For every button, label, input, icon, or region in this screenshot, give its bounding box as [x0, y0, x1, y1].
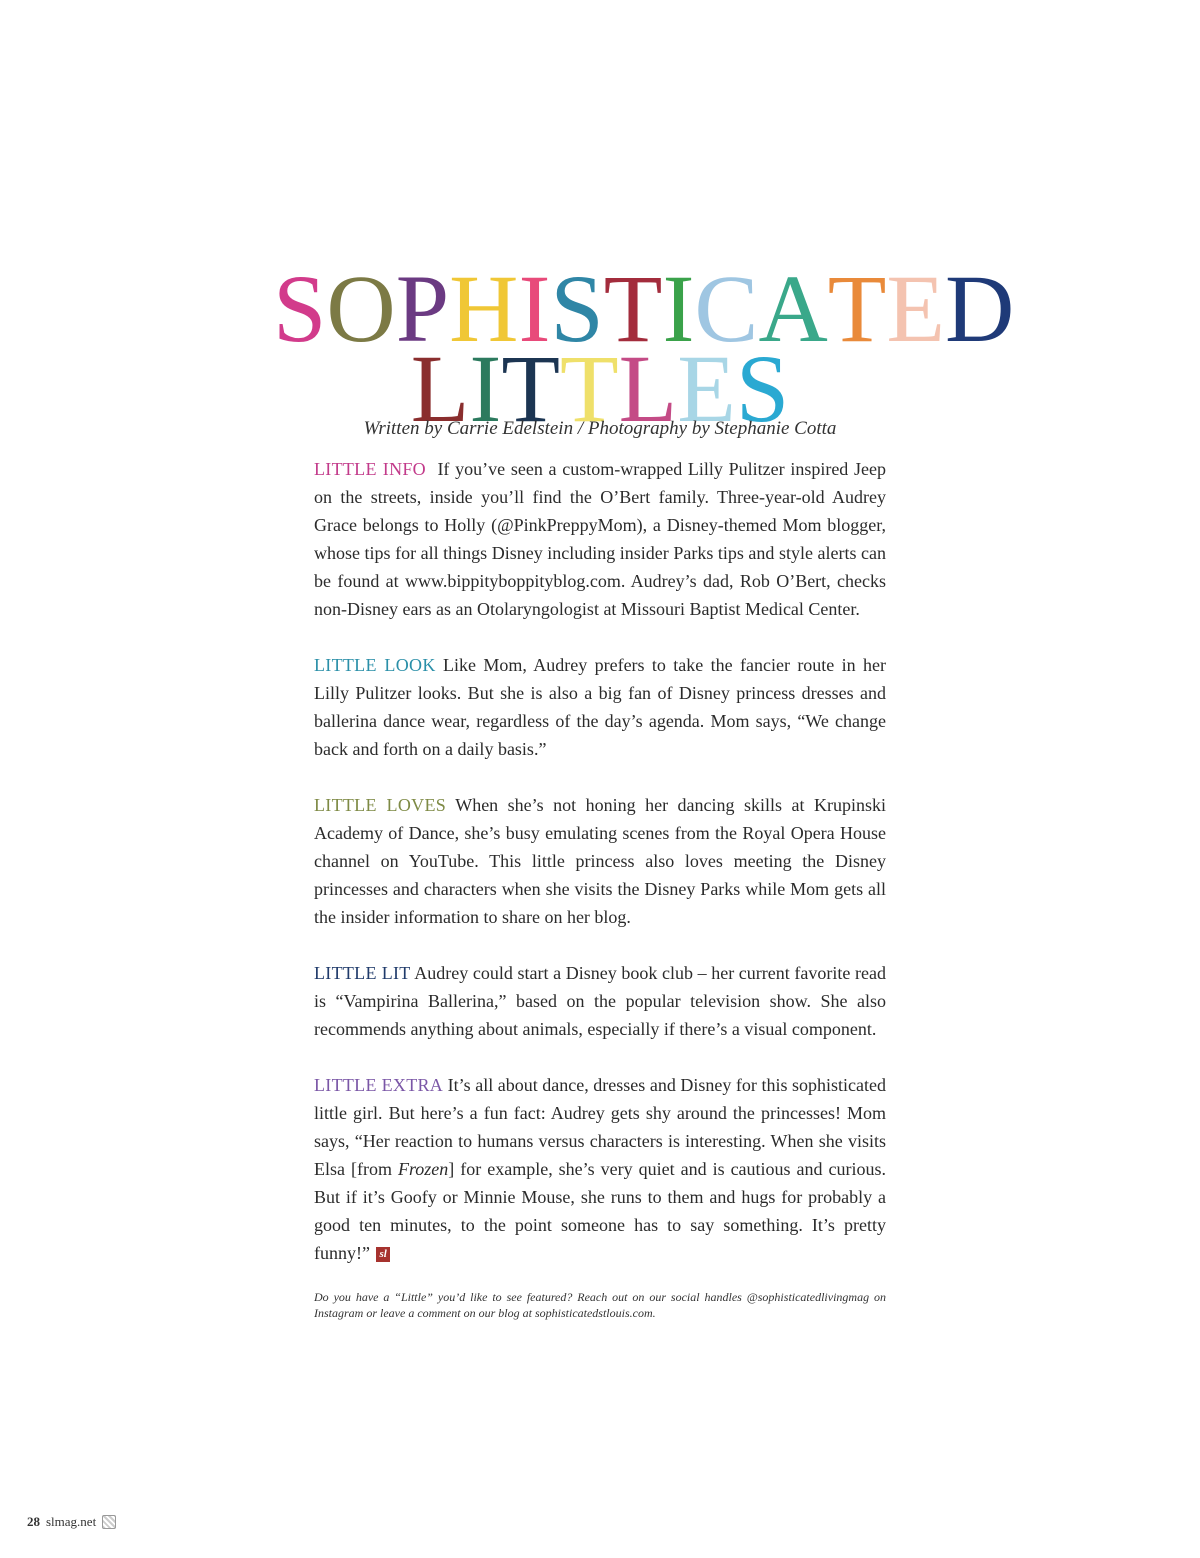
section-text-italic: Frozen: [397, 1159, 449, 1179]
section-text: ] for example, she’s very quiet and is cautious and curious. But if it’s Goofy or Minnie Mouse, she runs to them and hugs for probably a good ten minutes, to the point someone has to say something. It’s pretty funny!”: [314, 1159, 886, 1263]
reader-note: Do you have a “Little” you’d like to see featured? Reach out on our social handles @sophisticatedlivingmag on Instagram or leave a comment on our blog at sophisticatedstlouis.com.: [314, 1290, 886, 1320]
title-line-2-letter: E: [677, 335, 736, 442]
section-little-lit: [314, 959, 886, 1043]
title-line-1-letter: I: [662, 255, 695, 362]
logo-icon: [102, 1515, 116, 1529]
byline: Written by Carrie Edelstein / Photography by Stephanie Cotta: [363, 418, 837, 439]
section-kicker: LITTLE LOVES: [314, 795, 447, 815]
title-line-2-letter: S: [735, 335, 790, 442]
title-line-1-letter: S: [550, 255, 604, 362]
article-body: [314, 455, 886, 1321]
title-line-1-letter: C: [694, 255, 759, 362]
title-line-1-letter: H: [449, 255, 519, 362]
end-mark-badge: sl: [376, 1247, 389, 1262]
section-text: If you’ve seen a custom-wrapped Lilly Pulitzer inspired Jeep on the streets, inside you’ll find the O’Bert family. Three-year-old Audrey Grace belongs to Holly (@PinkPreppyMom), a Disney-themed Mom blogger, whose tips for all things Disney including insider Parks tips and style alerts can be found at www.bippityboppityblog.com. Audrey’s dad, Rob O’Bert, checks non-Disney ears as an Otolaryngologist at Missouri Baptist Medical Center.: [314, 459, 887, 619]
title-line-1-letter: E: [886, 255, 946, 362]
title-line-1-letter: I: [518, 255, 551, 362]
title-line-1-letter: D: [945, 255, 1015, 362]
section-kicker: LITTLE LOOK: [314, 655, 436, 675]
title-line-1-letter: O: [326, 255, 396, 362]
site-name: slmag.net: [46, 1514, 97, 1529]
section-little-look: [314, 651, 886, 763]
section-text: When she’s not honing her dancing skills at Krupinski Academy of Dance, she’s busy emulating scenes from the Royal Opera House channel on YouTube. This little princess also loves meeting the Disney princesses and characters when she visits the Disney Parks while Mom gets all the insider information to share on her blog.: [314, 795, 886, 927]
title-line-1-letter: S: [273, 255, 327, 362]
title-line-1-letter: T: [603, 255, 663, 362]
section-little-info: [314, 455, 886, 623]
title-line-2-letter: I: [469, 335, 502, 442]
title-line-1-letter: A: [758, 255, 828, 362]
section-text: Audrey could start a Disney book club – her current favorite read is “Vampirina Ballerina,” based on the popular television show. She also recommends anything about animals, especially if there’s a visual component.: [314, 963, 886, 1039]
section-kicker: LITTLE EXTRA: [314, 1075, 444, 1095]
section-little-extra: [314, 1071, 886, 1267]
title-line-2-letter: L: [618, 335, 678, 442]
section-little-loves: [314, 791, 886, 931]
title-line-2-letter: T: [559, 335, 619, 442]
title-line-1-letter: P: [395, 255, 450, 362]
title-line-1-letter: T: [827, 255, 887, 362]
title-line-2-letter: L: [410, 335, 470, 442]
section-kicker: LITTLE LIT: [314, 963, 411, 983]
page-number: 28: [27, 1514, 40, 1529]
section-text: Like Mom, Audrey prefers to take the fancier route in her Lilly Pulitzer looks. But she is also a big fan of Disney princess dresses and ballerina dance wear, regardless of the day’s agenda. Mom says, “We change back and forth on a daily basis.”: [314, 655, 887, 759]
title-line-2-letter: T: [501, 335, 560, 442]
section-text: It’s all about dance, dresses and Disney for this sophisticated little girl. But here’s a fun fact: Audrey gets shy around the princesses! Mom says, “Her reaction to humans versus characters is interesting. When she visits Elsa [from: [314, 1075, 886, 1179]
section-kicker: LITTLE INFO: [314, 459, 426, 479]
page-footer: [27, 1514, 116, 1530]
